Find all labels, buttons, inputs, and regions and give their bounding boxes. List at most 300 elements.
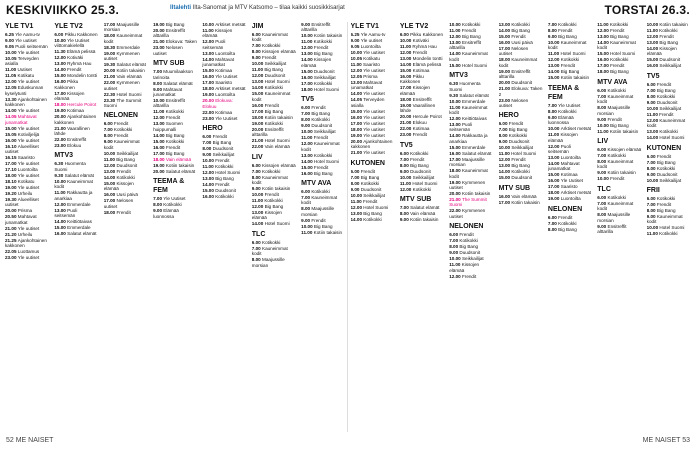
program-title: Frendit bbox=[508, 121, 524, 127]
program-time: 21.20 bbox=[5, 231, 18, 237]
program-entry bbox=[597, 176, 641, 181]
program-time: 7.00 bbox=[498, 127, 509, 133]
program-time: 20.00 bbox=[202, 98, 216, 104]
program-title: Kauneimmat kodit bbox=[103, 33, 143, 44]
channel-heading: NELONEN bbox=[449, 223, 484, 231]
program-title: Arktiset metsät bbox=[560, 126, 592, 132]
program-entry bbox=[301, 22, 345, 33]
program-entry bbox=[449, 28, 493, 33]
program-entry bbox=[597, 117, 641, 122]
program-entry bbox=[252, 175, 296, 186]
program-time: 21.00 bbox=[449, 197, 462, 203]
program-time: 8.00 bbox=[153, 202, 164, 208]
program-title: Big Bang bbox=[215, 176, 234, 182]
program-time: 15.00 bbox=[301, 68, 314, 74]
program-time: 10.00 bbox=[350, 192, 364, 198]
program-entry bbox=[301, 171, 345, 176]
program-title: Kauneimmat kodit bbox=[251, 91, 291, 102]
program-time: 11.00 bbox=[449, 28, 462, 33]
program-entry bbox=[5, 32, 49, 37]
program-time: 10.00 bbox=[399, 38, 413, 43]
program-time: 6.00 bbox=[646, 196, 657, 202]
program-entry bbox=[104, 157, 148, 162]
program-entry bbox=[54, 61, 98, 66]
listing-column bbox=[54, 22, 98, 432]
program-entry bbox=[400, 217, 444, 222]
program-time: 20.00 bbox=[498, 80, 512, 86]
program-title: Big Bang bbox=[610, 122, 629, 128]
program-entry bbox=[5, 185, 49, 190]
program-time: 21.00 bbox=[399, 120, 413, 126]
program-title: Hotel Suomi bbox=[313, 86, 339, 92]
program-title: Emmerdale bbox=[67, 201, 91, 207]
program-entry bbox=[400, 103, 444, 114]
listing-column bbox=[548, 22, 592, 432]
program-title: Duudsonit bbox=[212, 146, 234, 152]
program-entry bbox=[548, 190, 592, 195]
program-title: Pikku Kakkonen bbox=[64, 32, 98, 37]
program-title: Big Bang bbox=[610, 69, 629, 75]
program-title: Kotiin takaisin bbox=[609, 128, 639, 134]
program-entry bbox=[647, 129, 691, 134]
program-entry bbox=[54, 173, 98, 178]
program-entry bbox=[153, 39, 197, 44]
program-time: 8.00 bbox=[646, 165, 657, 171]
program-time: 20.00 bbox=[350, 138, 364, 144]
program-time: 16.00 bbox=[449, 150, 462, 156]
program-time: 14.00 bbox=[5, 108, 18, 114]
program-title: Mahtavat junamatkat bbox=[5, 214, 37, 225]
program-entry bbox=[252, 186, 296, 191]
program-entry bbox=[153, 145, 197, 150]
program-entry bbox=[301, 218, 345, 223]
program-title: Hotel Suomi bbox=[116, 91, 142, 97]
program-time: 19.00 bbox=[350, 132, 364, 138]
program-entry bbox=[351, 56, 395, 61]
program-title: Frendit bbox=[558, 214, 573, 220]
page-number-left: 52 ME NAISET bbox=[6, 437, 54, 444]
program-title: Salatut elämät bbox=[165, 168, 196, 174]
program-entry bbox=[104, 92, 148, 97]
program-time: 8.00 bbox=[399, 162, 411, 168]
program-time: 9.05 bbox=[5, 44, 16, 49]
program-time: 9.00 bbox=[498, 139, 509, 145]
program-time: 16.15 bbox=[5, 155, 18, 161]
program-time: 11.00 bbox=[399, 180, 413, 186]
program-entry bbox=[202, 68, 246, 73]
program-time: 22.00 bbox=[103, 80, 117, 86]
program-title: Hotel Suomi bbox=[215, 170, 241, 176]
program-time: 15.00 bbox=[350, 108, 364, 114]
channel-heading: MTV SUB bbox=[399, 196, 432, 204]
listing-column bbox=[647, 22, 691, 432]
program-time: 7.00 bbox=[449, 238, 460, 244]
program-title: Mondelin tontti bbox=[412, 56, 443, 61]
program-title: Mondelin tontti bbox=[67, 73, 98, 79]
program-entry bbox=[301, 105, 345, 110]
program-time: 11.00 bbox=[5, 67, 18, 73]
program-title: Mahtavat junamatkat bbox=[350, 80, 383, 91]
program-time: 17.00 bbox=[5, 161, 18, 167]
program-title: Ensitreffit bbox=[67, 137, 87, 143]
program-title: Nelosen uutiset bbox=[498, 46, 529, 57]
program-entry bbox=[351, 133, 395, 138]
program-entry bbox=[153, 163, 197, 168]
program-entry bbox=[252, 43, 296, 48]
program-title: Luontoilta bbox=[17, 167, 38, 173]
program-entry bbox=[252, 67, 296, 72]
program-time: 10.00 bbox=[54, 38, 68, 43]
program-time: 23.00 bbox=[5, 255, 18, 261]
program-entry bbox=[202, 170, 246, 175]
program-entry bbox=[647, 100, 691, 105]
program-title: Vain elämää bbox=[410, 211, 436, 217]
program-title: Yle uutiset bbox=[363, 114, 385, 120]
program-title: Salatut elämät bbox=[410, 205, 440, 211]
program-entry bbox=[597, 63, 641, 68]
program-entry bbox=[5, 155, 49, 160]
program-time: 16.00 bbox=[498, 193, 512, 199]
program-time: 10.00 bbox=[103, 150, 117, 156]
program-time: 9.00 bbox=[399, 217, 411, 223]
program-title: Seikkailijat bbox=[363, 192, 385, 198]
ad-brand: Iltalehti bbox=[170, 5, 192, 11]
program-title: Big Bang bbox=[410, 162, 429, 168]
program-entry bbox=[647, 40, 691, 45]
program-title: Ensitreffit alttarilla bbox=[153, 28, 185, 39]
program-time: 13.00 bbox=[399, 56, 413, 61]
program-entry bbox=[301, 111, 345, 116]
program-entry bbox=[647, 28, 691, 33]
program-title: Seikkailijat bbox=[264, 61, 287, 67]
program-entry bbox=[548, 172, 592, 177]
program-time: 9.00 bbox=[301, 217, 312, 223]
program-entry bbox=[351, 193, 395, 198]
program-entry bbox=[647, 172, 691, 177]
program-title: Saaristo bbox=[215, 80, 233, 86]
program-title: Kotikokki bbox=[656, 93, 676, 99]
program-entry bbox=[252, 240, 296, 245]
program-entry bbox=[351, 217, 395, 222]
program-entry bbox=[252, 32, 296, 43]
program-entry bbox=[54, 143, 98, 148]
program-title: Nelosen uutiset bbox=[153, 45, 183, 56]
program-entry bbox=[499, 28, 543, 33]
channel-heading: LIV bbox=[597, 138, 609, 146]
program-entry bbox=[54, 73, 98, 78]
program-title: Kotiin takaisin bbox=[116, 68, 145, 74]
program-time: 22.00 bbox=[251, 144, 265, 150]
program-entry bbox=[351, 150, 395, 155]
program-entry bbox=[351, 187, 395, 192]
program-time: 10.00 bbox=[597, 122, 611, 128]
program-title: Duudsonit bbox=[508, 139, 530, 145]
program-entry bbox=[647, 88, 691, 93]
program-entry bbox=[153, 121, 197, 132]
program-title: Frendit bbox=[311, 105, 326, 111]
program-time: 7.00 bbox=[646, 202, 657, 208]
program-time: 13.00 bbox=[301, 152, 314, 158]
program-title: Mahtavat junamatkat bbox=[153, 86, 183, 98]
program-time: 12.00 bbox=[449, 273, 462, 279]
program-time: 8.00 bbox=[597, 212, 608, 218]
program-title: Kotikokki bbox=[607, 87, 626, 93]
program-time: 11.00 bbox=[547, 132, 561, 138]
program-title: Frendit bbox=[511, 157, 526, 163]
program-title: Hotel Suomi bbox=[264, 138, 290, 144]
program-title: Kauneimmat kodit bbox=[646, 117, 686, 129]
program-title: Duudsonit bbox=[511, 80, 533, 86]
program-entry bbox=[153, 115, 197, 120]
program-entry bbox=[153, 81, 197, 86]
program-title: Kotikokki bbox=[558, 22, 577, 27]
program-title: Frendit bbox=[659, 34, 674, 39]
program-title: Kotikokki bbox=[360, 180, 380, 186]
program-title: Yle uutiset bbox=[17, 173, 40, 179]
program-time: 12.00 bbox=[153, 115, 166, 121]
program-title: Big Bang bbox=[558, 34, 577, 39]
program-time: 6.25 bbox=[350, 32, 361, 37]
program-time: 6.00 bbox=[251, 239, 262, 245]
program-time: 18.30 bbox=[103, 44, 117, 50]
program-entry bbox=[202, 176, 246, 181]
program-time: 19.00 bbox=[153, 162, 166, 168]
program-title: Vain elämää bbox=[165, 156, 192, 162]
program-entry bbox=[548, 40, 592, 51]
program-entry bbox=[647, 106, 691, 111]
program-entry bbox=[548, 103, 592, 108]
program-title: Hotel Suomi bbox=[264, 79, 290, 85]
program-entry bbox=[202, 134, 246, 139]
program-time: 16.00 bbox=[301, 170, 314, 176]
program-time: 15.00 bbox=[202, 68, 216, 74]
program-time: 10.00 bbox=[498, 145, 512, 151]
program-title: Luontoilta bbox=[215, 50, 236, 56]
program-time: 8.00 bbox=[103, 133, 114, 139]
program-entry bbox=[647, 178, 691, 183]
program-entry bbox=[202, 188, 246, 193]
channel-heading: JIM bbox=[251, 23, 264, 30]
program-title: Luontoilta bbox=[560, 155, 581, 161]
program-title: Kotikatu bbox=[17, 179, 35, 185]
program-entry bbox=[499, 121, 543, 126]
program-entry bbox=[499, 157, 543, 162]
program-title: Kotikatu bbox=[17, 73, 35, 79]
program-time: 12.00 bbox=[547, 57, 561, 63]
program-title: Kotikokki bbox=[113, 127, 133, 133]
program-time: 16.00 bbox=[103, 192, 117, 198]
program-time: 14.00 bbox=[54, 219, 68, 225]
program-entry bbox=[104, 169, 148, 174]
program-title: Salatut elämät bbox=[64, 172, 94, 178]
program-time: 12.00 bbox=[251, 204, 265, 210]
channel-heading: TEEMA & FEM bbox=[153, 178, 185, 195]
program-time: 13.00 bbox=[251, 79, 265, 85]
program-title: Kotikokki bbox=[363, 216, 382, 222]
program-entry bbox=[202, 116, 246, 121]
program-entry bbox=[104, 127, 148, 132]
program-time: 15.05 bbox=[5, 131, 18, 137]
program-title: Kymmenen uutiset bbox=[103, 80, 140, 91]
program-title: Keittiötaivas bbox=[461, 116, 487, 122]
program-title: Kotikokki bbox=[412, 186, 432, 192]
program-title: Kotikokki bbox=[607, 153, 626, 159]
program-time: 17.00 bbox=[597, 63, 611, 69]
program-title: Frendit bbox=[610, 176, 625, 182]
program-entry bbox=[499, 57, 543, 68]
program-entry bbox=[400, 126, 444, 131]
program-title: Urheilu bbox=[17, 231, 33, 237]
program-time: 16.00 bbox=[5, 137, 18, 143]
program-entry bbox=[647, 214, 691, 225]
program-time: 7.00 bbox=[301, 111, 312, 117]
program-title: Hotel Suomi bbox=[511, 151, 537, 157]
program-title: Kauneimmat kodit bbox=[251, 174, 288, 186]
program-entry bbox=[5, 44, 49, 49]
program-title: Ajankohtainen kakkonen bbox=[5, 237, 47, 249]
program-title: Keittiötaivas bbox=[67, 219, 92, 225]
program-time: 15.00 bbox=[498, 34, 512, 39]
listing-column bbox=[597, 22, 641, 432]
program-entry bbox=[5, 238, 49, 249]
program-time: 15.00 bbox=[153, 138, 166, 144]
channel-heading: MTV3 bbox=[449, 72, 468, 80]
program-entry bbox=[449, 180, 493, 191]
program-time: 17.00 bbox=[350, 120, 364, 126]
program-title: Yle uutiset bbox=[360, 38, 383, 43]
program-time: 12.00 bbox=[5, 79, 18, 85]
program-entry bbox=[104, 98, 148, 109]
program-entry bbox=[499, 145, 543, 150]
program-time: 11.00 bbox=[251, 67, 265, 73]
program-title: Frendit bbox=[461, 28, 477, 33]
program-title: Kissojen elämää bbox=[251, 210, 282, 221]
program-time: 7.00 bbox=[251, 245, 262, 251]
program-title: Frendit bbox=[410, 156, 425, 162]
program-time: 12.00 bbox=[301, 45, 314, 51]
program-entry bbox=[548, 144, 592, 155]
program-time: 17.00 bbox=[202, 80, 216, 86]
program-time: 17.00 bbox=[251, 108, 265, 114]
program-entry bbox=[351, 62, 395, 67]
program-time: 18.00 bbox=[597, 69, 611, 75]
program-time: 10.00 bbox=[301, 33, 314, 39]
program-title: Duudsonit bbox=[656, 99, 678, 105]
program-title: Seikkailijat bbox=[511, 145, 534, 151]
program-title: Big Bang bbox=[558, 226, 577, 232]
program-entry bbox=[548, 57, 592, 62]
program-entry bbox=[351, 68, 395, 73]
program-time: 22.00 bbox=[399, 126, 413, 132]
program-time: 22.00 bbox=[202, 109, 216, 115]
program-entry bbox=[5, 161, 49, 166]
program-title: Frendit bbox=[511, 34, 526, 39]
program-title: Big Bang bbox=[212, 140, 232, 146]
program-title: Big Bang bbox=[659, 40, 679, 45]
program-entry bbox=[647, 196, 691, 201]
program-time: 12.00 bbox=[498, 157, 512, 163]
program-time: 22.00 bbox=[449, 208, 462, 214]
program-entry bbox=[548, 51, 592, 56]
program-time: 14.05 bbox=[350, 97, 364, 103]
program-title: Big Bang bbox=[264, 67, 283, 73]
program-time: 6.00 bbox=[498, 121, 509, 127]
program-title: Big Bang bbox=[313, 170, 333, 176]
program-entry bbox=[449, 262, 493, 273]
program-title: Elokuva: Taken 2 bbox=[498, 86, 543, 97]
program-entry bbox=[548, 184, 592, 189]
program-entry bbox=[252, 144, 296, 149]
program-title: Kauneimmat kodit bbox=[103, 139, 140, 150]
program-title: Duudsonit bbox=[360, 186, 382, 192]
program-time: 6.25 bbox=[5, 32, 16, 37]
program-time: 16.10 bbox=[5, 143, 18, 149]
program-title: Yle Uutiset bbox=[558, 102, 581, 108]
program-title: Kotikokki bbox=[262, 168, 281, 174]
program-time: 8.00 bbox=[547, 28, 559, 33]
program-title: Kotiin takaisin bbox=[511, 199, 540, 205]
program-title: Huomenta Suomi bbox=[54, 161, 86, 172]
program-title: Saaristo bbox=[363, 62, 380, 67]
program-title: Kauneimmat kodit bbox=[498, 57, 538, 68]
program-entry bbox=[252, 192, 296, 197]
program-title: Kotikokki bbox=[511, 22, 530, 27]
program-entry bbox=[104, 80, 148, 91]
program-time: 22.00 bbox=[54, 137, 68, 143]
program-time: 15.00 bbox=[103, 180, 117, 186]
program-entry bbox=[548, 132, 592, 143]
program-entry bbox=[548, 221, 592, 226]
program-title: Vain elämää bbox=[511, 193, 537, 199]
channel-heading: HERO bbox=[202, 125, 223, 133]
program-entry bbox=[400, 114, 444, 119]
program-entry bbox=[153, 133, 197, 138]
program-title: Kymmenen uutiset bbox=[103, 50, 140, 62]
channel-heading: MTV AVA bbox=[301, 180, 332, 188]
program-time: 23.00 bbox=[54, 143, 68, 149]
program-time: 12.00 bbox=[399, 186, 413, 192]
program-entry bbox=[104, 68, 148, 73]
program-time: 21.25 bbox=[5, 237, 18, 243]
program-time: 16.00 bbox=[597, 57, 611, 63]
program-entry bbox=[499, 86, 543, 97]
program-entry bbox=[301, 189, 345, 194]
program-time: 17.00 bbox=[103, 22, 117, 27]
program-title: Emmerdale bbox=[461, 144, 486, 150]
program-time: 11.00 bbox=[301, 229, 314, 235]
program-entry bbox=[153, 109, 197, 114]
program-entry bbox=[5, 173, 49, 178]
program-time: 23.00 bbox=[202, 115, 216, 121]
ad-text: Ilta-Sanomat ja MTV Katsomo – tilaa kaikki suosikkisarjat bbox=[192, 5, 345, 11]
program-title: Kauneimmat kodit bbox=[597, 93, 634, 105]
program-entry bbox=[400, 120, 444, 125]
program-title: Big Bang bbox=[511, 28, 530, 33]
listing-column bbox=[202, 22, 246, 432]
program-entry bbox=[5, 249, 49, 254]
program-time: 16.00 bbox=[54, 231, 68, 237]
listing-column bbox=[499, 22, 543, 432]
program-entry bbox=[301, 45, 345, 50]
program-title: Pikku Kakkonen bbox=[410, 32, 444, 37]
channel-heading: YLE TV1 bbox=[350, 23, 379, 30]
program-entry bbox=[449, 34, 493, 39]
program-entry bbox=[449, 168, 493, 179]
program-time: 13.00 bbox=[547, 155, 561, 161]
program-title: Puoli seitsemän bbox=[449, 122, 473, 133]
program-title: Duudsonit bbox=[511, 175, 533, 181]
program-entry bbox=[252, 49, 296, 54]
